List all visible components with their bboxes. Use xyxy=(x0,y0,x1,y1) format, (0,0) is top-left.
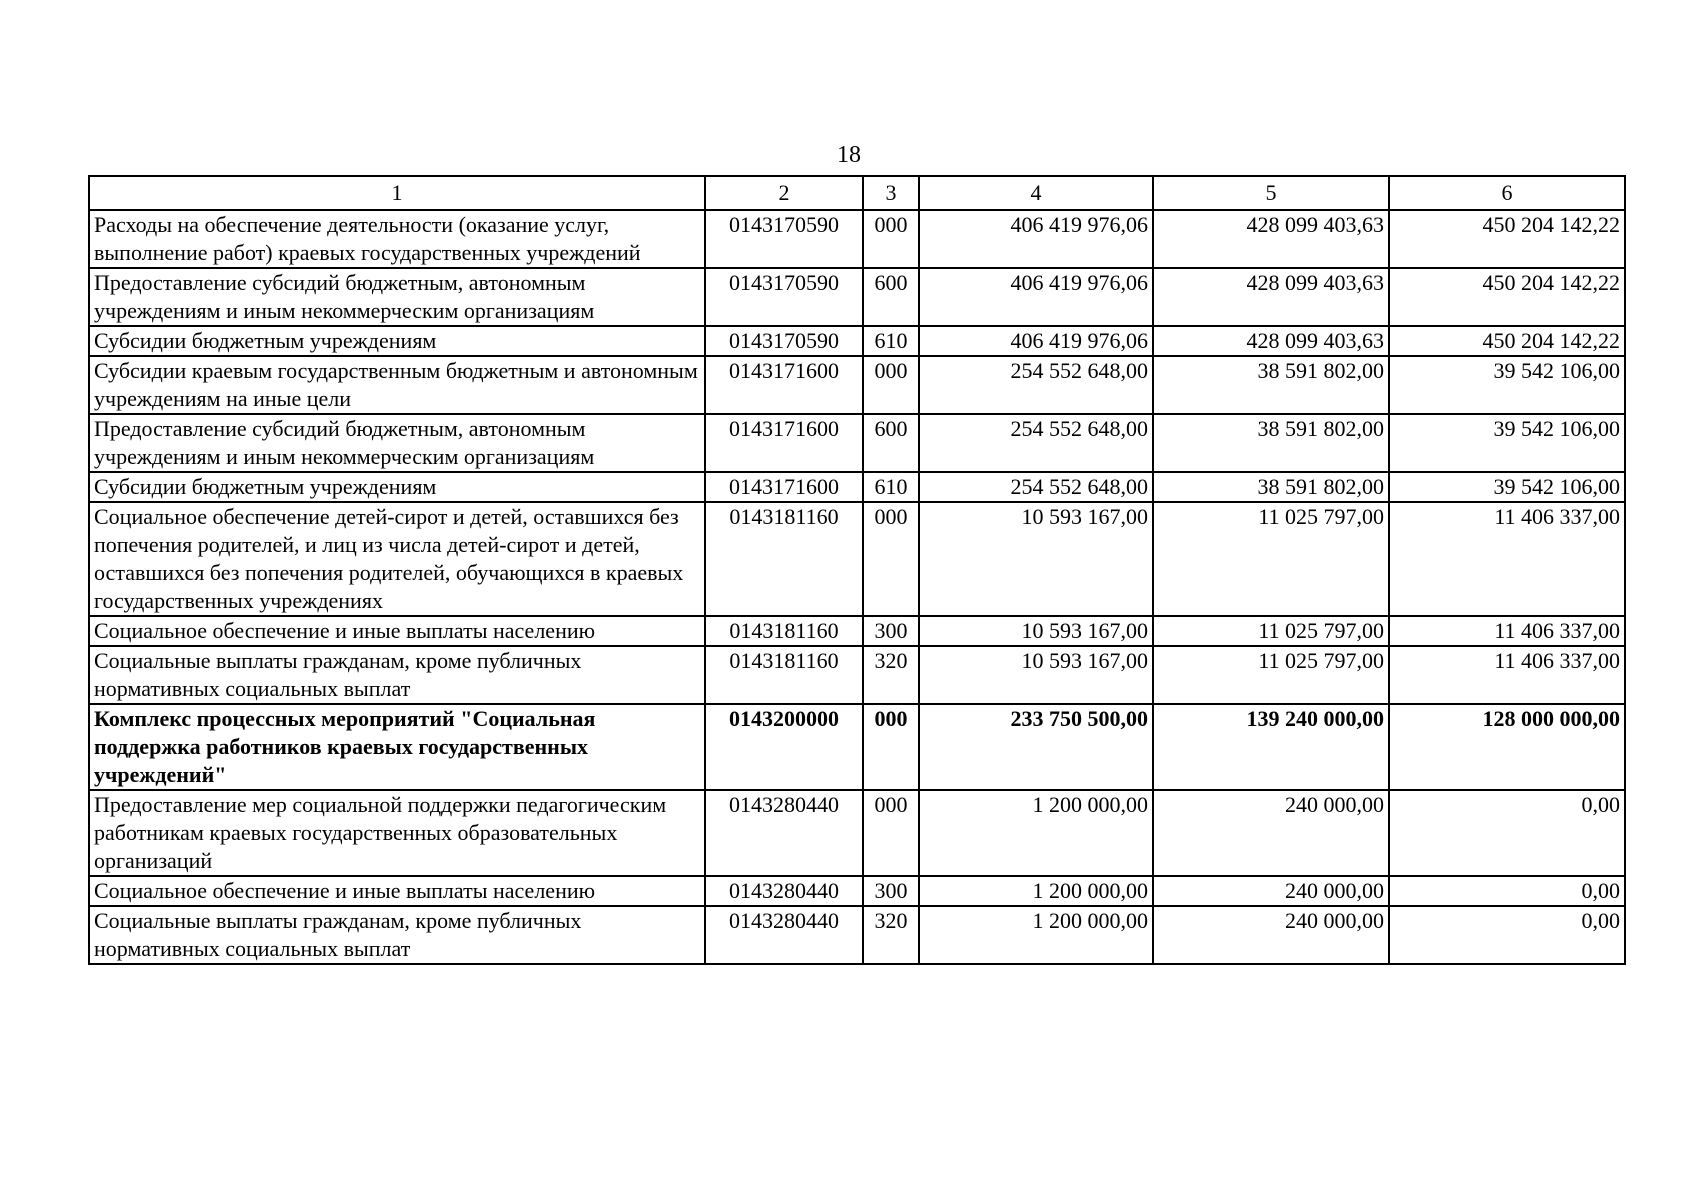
row-name-cell: Субсидии краевым государственным бюджетным и автономным учреждениям на иные цели xyxy=(89,356,705,414)
row-amount-col4-cell: 406 419 976,06 xyxy=(919,268,1153,326)
row-name-cell: Предоставление субсидий бюджетным, автономным учреждениям и иным некоммерческим организациям xyxy=(89,414,705,472)
table-body xyxy=(89,210,1625,964)
row-name-cell: Комплекс процессных мероприятий "Социальная поддержка работников краевых государственных учреждений" xyxy=(89,704,705,790)
row-amount-col5-cell: 240 000,00 xyxy=(1153,876,1389,906)
table-row xyxy=(89,326,1625,356)
row-amount-col5-cell: 38 591 802,00 xyxy=(1153,472,1389,502)
row-kind-cell: 600 xyxy=(863,268,919,326)
row-kind-cell: 000 xyxy=(863,356,919,414)
row-amount-col5-cell: 11 025 797,00 xyxy=(1153,616,1389,646)
row-name-cell: Субсидии бюджетным учреждениям xyxy=(89,472,705,502)
row-name-cell: Социальные выплаты гражданам, кроме публичных нормативных социальных выплат xyxy=(89,906,705,964)
row-amount-col5-cell: 38 591 802,00 xyxy=(1153,356,1389,414)
row-amount-col4-cell: 1 200 000,00 xyxy=(919,790,1153,876)
table-row xyxy=(89,472,1625,502)
row-name-cell: Расходы на обеспечение деятельности (оказание услуг, выполнение работ) краевых государственных учреждений xyxy=(89,210,705,268)
row-code-cell: 0143280440 xyxy=(705,790,863,876)
table-row xyxy=(89,646,1625,704)
page-number: 18 xyxy=(837,142,861,168)
row-kind-cell: 000 xyxy=(863,210,919,268)
row-name-cell: Социальные выплаты гражданам, кроме публичных нормативных социальных выплат xyxy=(89,646,705,704)
row-amount-col6-cell: 0,00 xyxy=(1389,906,1625,964)
row-amount-col6-cell: 0,00 xyxy=(1389,790,1625,876)
row-amount-col4-cell: 406 419 976,06 xyxy=(919,210,1153,268)
row-amount-col6-cell: 39 542 106,00 xyxy=(1389,414,1625,472)
row-amount-col6-cell: 11 406 337,00 xyxy=(1389,502,1625,616)
column-header: 3 xyxy=(863,176,919,210)
row-kind-cell: 000 xyxy=(863,704,919,790)
column-header: 5 xyxy=(1153,176,1389,210)
row-name-cell: Социальное обеспечение и иные выплаты населению xyxy=(89,876,705,906)
row-amount-col6-cell: 11 406 337,00 xyxy=(1389,616,1625,646)
row-amount-col6-cell: 0,00 xyxy=(1389,876,1625,906)
row-amount-col5-cell: 428 099 403,63 xyxy=(1153,326,1389,356)
row-amount-col6-cell: 450 204 142,22 xyxy=(1389,210,1625,268)
row-kind-cell: 600 xyxy=(863,414,919,472)
table-row xyxy=(89,502,1625,616)
row-code-cell: 0143181160 xyxy=(705,646,863,704)
column-header: 4 xyxy=(919,176,1153,210)
row-amount-col6-cell: 39 542 106,00 xyxy=(1389,356,1625,414)
row-code-cell: 0143171600 xyxy=(705,356,863,414)
row-code-cell: 0143200000 xyxy=(705,704,863,790)
row-code-cell: 0143171600 xyxy=(705,414,863,472)
row-amount-col5-cell: 428 099 403,63 xyxy=(1153,210,1389,268)
row-amount-col6-cell: 450 204 142,22 xyxy=(1389,268,1625,326)
row-name-cell: Предоставление мер социальной поддержки педагогическим работникам краевых государственных образовательных организаций xyxy=(89,790,705,876)
column-header: 6 xyxy=(1389,176,1625,210)
table-row xyxy=(89,356,1625,414)
row-name-cell: Субсидии бюджетным учреждениям xyxy=(89,326,705,356)
row-code-cell: 0143171600 xyxy=(705,472,863,502)
row-kind-cell: 300 xyxy=(863,616,919,646)
budget-table xyxy=(88,175,1626,965)
row-kind-cell: 000 xyxy=(863,790,919,876)
table-row xyxy=(89,616,1625,646)
row-amount-col5-cell: 38 591 802,00 xyxy=(1153,414,1389,472)
row-kind-cell: 300 xyxy=(863,876,919,906)
row-code-cell: 0143170590 xyxy=(705,326,863,356)
row-amount-col4-cell: 406 419 976,06 xyxy=(919,326,1153,356)
row-amount-col4-cell: 1 200 000,00 xyxy=(919,876,1153,906)
row-amount-col4-cell: 10 593 167,00 xyxy=(919,502,1153,616)
row-code-cell: 0143181160 xyxy=(705,502,863,616)
row-amount-col5-cell: 139 240 000,00 xyxy=(1153,704,1389,790)
header-row xyxy=(89,176,1625,210)
row-name-cell: Социальное обеспечение и иные выплаты населению xyxy=(89,616,705,646)
row-kind-cell: 610 xyxy=(863,472,919,502)
table-row xyxy=(89,268,1625,326)
table-row xyxy=(89,790,1625,876)
column-header: 1 xyxy=(89,176,705,210)
row-kind-cell: 610 xyxy=(863,326,919,356)
row-code-cell: 0143170590 xyxy=(705,268,863,326)
row-amount-col4-cell: 233 750 500,00 xyxy=(919,704,1153,790)
row-code-cell: 0143280440 xyxy=(705,906,863,964)
row-amount-col4-cell: 254 552 648,00 xyxy=(919,472,1153,502)
row-code-cell: 0143181160 xyxy=(705,616,863,646)
row-amount-col5-cell: 11 025 797,00 xyxy=(1153,646,1389,704)
row-amount-col6-cell: 39 542 106,00 xyxy=(1389,472,1625,502)
row-amount-col6-cell: 11 406 337,00 xyxy=(1389,646,1625,704)
row-amount-col4-cell: 10 593 167,00 xyxy=(919,616,1153,646)
row-kind-cell: 320 xyxy=(863,646,919,704)
table-row xyxy=(89,906,1625,964)
row-code-cell: 0143170590 xyxy=(705,210,863,268)
table-row xyxy=(89,876,1625,906)
table-row xyxy=(89,704,1625,790)
row-name-cell: Социальное обеспечение детей-сирот и детей, оставшихся без попечения родителей, и лиц из числа детей-сирот и детей, оставшихся без попечения родителей, обучающихся в краевых государственных учреждениях xyxy=(89,502,705,616)
row-amount-col5-cell: 11 025 797,00 xyxy=(1153,502,1389,616)
row-amount-col4-cell: 10 593 167,00 xyxy=(919,646,1153,704)
column-header: 2 xyxy=(705,176,863,210)
table-row xyxy=(89,210,1625,268)
row-amount-col5-cell: 240 000,00 xyxy=(1153,906,1389,964)
row-amount-col6-cell: 128 000 000,00 xyxy=(1389,704,1625,790)
row-name-cell: Предоставление субсидий бюджетным, автономным учреждениям и иным некоммерческим организациям xyxy=(89,268,705,326)
row-kind-cell: 320 xyxy=(863,906,919,964)
row-amount-col5-cell: 428 099 403,63 xyxy=(1153,268,1389,326)
row-kind-cell: 000 xyxy=(863,502,919,616)
row-amount-col4-cell: 1 200 000,00 xyxy=(919,906,1153,964)
row-amount-col4-cell: 254 552 648,00 xyxy=(919,414,1153,472)
row-amount-col4-cell: 254 552 648,00 xyxy=(919,356,1153,414)
table-row xyxy=(89,414,1625,472)
row-code-cell: 0143280440 xyxy=(705,876,863,906)
row-amount-col5-cell: 240 000,00 xyxy=(1153,790,1389,876)
row-amount-col6-cell: 450 204 142,22 xyxy=(1389,326,1625,356)
